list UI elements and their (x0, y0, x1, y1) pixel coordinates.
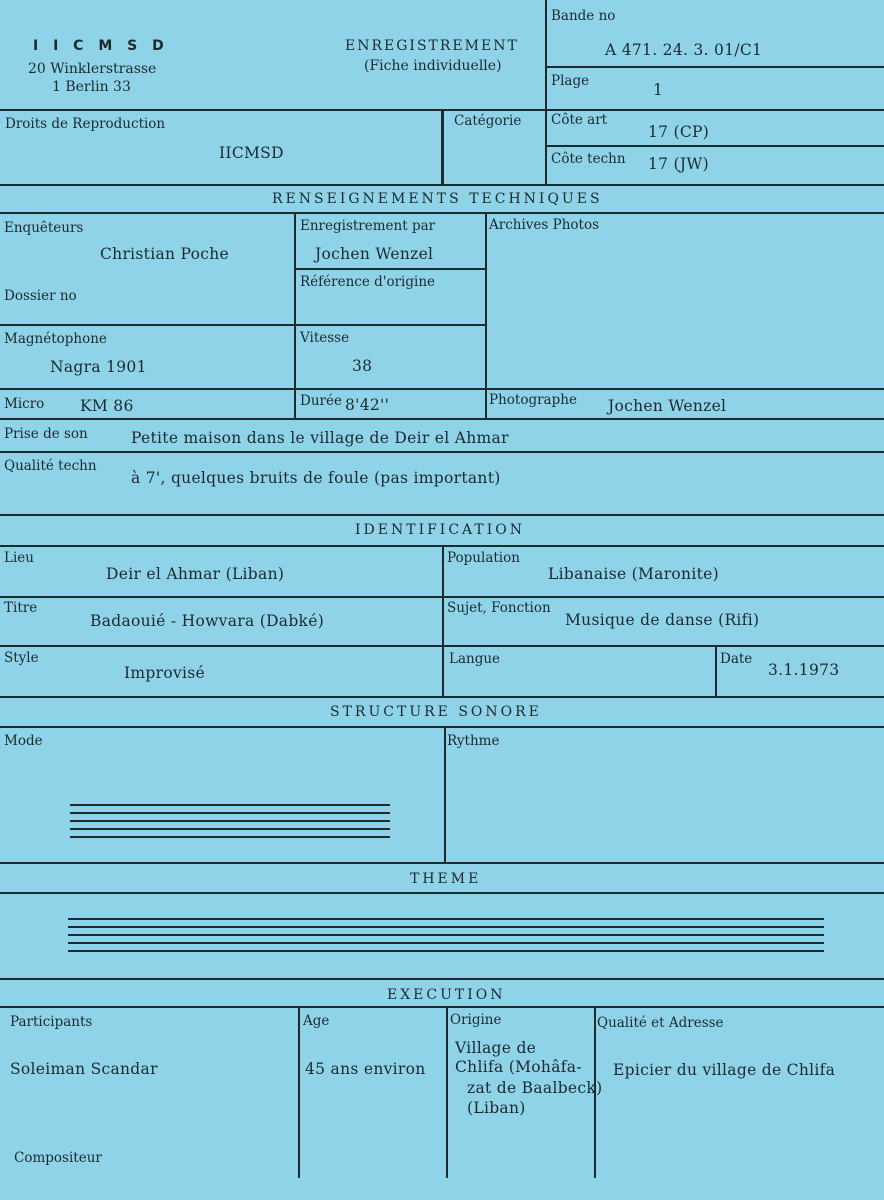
org-address-city: 1 Berlin 33 (52, 79, 131, 95)
origine-line-2: Chlifa (Mohâfa- (455, 1058, 582, 1076)
titre-label: Titre (4, 600, 38, 616)
cote-techn-value: 17 (JW) (648, 155, 709, 173)
duree-value: 8'42'' (345, 396, 390, 414)
archives-photos-label: Archives Photos (489, 217, 599, 233)
sujet-fonction-label: Sujet, Fonction (447, 600, 551, 616)
prise-de-son-value: Petite maison dans le village de Deir el Ahmar (131, 429, 509, 447)
enqueteurs-value: Christian Poche (100, 245, 229, 263)
compositeur-label: Compositeur (14, 1150, 102, 1166)
lieu-label: Lieu (4, 550, 34, 566)
plage-label: Plage (551, 73, 590, 89)
duree-label: Durée (300, 393, 342, 409)
section-execution: EXECUTION (387, 987, 506, 1003)
qualite-adresse-label: Qualité et Adresse (597, 1015, 724, 1031)
style-label: Style (4, 650, 39, 666)
micro-value: KM 86 (80, 397, 134, 415)
prise-de-son-label: Prise de son (4, 426, 88, 442)
origine-line-1: Village de (455, 1039, 537, 1057)
origine-line-4: (Liban) (467, 1099, 526, 1117)
vitesse-label: Vitesse (300, 330, 350, 346)
section-theme: THEME (410, 871, 482, 887)
reference-label: Référence d'origine (300, 274, 436, 290)
vitesse-value: 38 (352, 357, 373, 375)
titre-value: Badaouié - Howvara (Dabké) (90, 612, 325, 630)
origine-line-3: zat de Baalbeck) (467, 1079, 603, 1097)
section-structure-sonore: STRUCTURE SONORE (330, 704, 542, 720)
categorie-label: Catégorie (454, 113, 522, 129)
droits-label: Droits de Reproduction (5, 116, 166, 132)
participant-qualite: Epicier du village de Chlifa (613, 1061, 836, 1079)
cote-art-value: 17 (CP) (648, 123, 710, 141)
date-value: 3.1.1973 (768, 661, 840, 679)
population-label: Population (447, 550, 520, 566)
cote-art-label: Côte art (551, 112, 608, 128)
qualite-techn-value: à 7', quelques bruits de foule (pas important) (131, 469, 501, 487)
photographe-label: Photographe (489, 392, 577, 408)
droits-value: IICMSD (219, 144, 284, 162)
dossier-label: Dossier no (4, 288, 77, 304)
style-value: Improvisé (124, 664, 206, 682)
lieu-value: Deir el Ahmar (Liban) (106, 565, 285, 583)
population-value: Libanaise (Maronite) (548, 565, 719, 583)
participant-age: 45 ans environ (305, 1060, 426, 1078)
org-name: I I C M S D (33, 38, 169, 54)
origine-label: Origine (450, 1012, 502, 1028)
org-address-street: 20 Winklerstrasse (28, 61, 157, 77)
form-title: ENREGISTREMENT (345, 38, 519, 54)
section-identification: IDENTIFICATION (355, 522, 525, 538)
enregistrement-par-value: Jochen Wenzel (315, 245, 434, 263)
sujet-fonction-value: Musique de danse (Rifi) (565, 611, 760, 629)
form-subtitle: (Fiche individuelle) (364, 58, 502, 74)
magnetophone-label: Magnétophone (4, 331, 107, 347)
participants-label: Participants (10, 1014, 93, 1030)
rythme-label: Rythme (447, 733, 500, 749)
section-renseignements: RENSEIGNEMENTS TECHNIQUES (272, 191, 603, 207)
qualite-techn-label: Qualité techn (4, 458, 97, 474)
plage-value: 1 (653, 81, 664, 99)
magnetophone-value: Nagra 1901 (50, 358, 147, 376)
photographe-value: Jochen Wenzel (608, 397, 727, 415)
mode-label: Mode (4, 733, 43, 749)
micro-label: Micro (4, 396, 45, 412)
enregistrement-par-label: Enregistrement par (300, 218, 436, 234)
date-label: Date (720, 651, 753, 667)
cote-techn-label: Côte techn (551, 151, 626, 167)
bande-label: Bande no (551, 8, 616, 24)
participant-name: Soleiman Scandar (10, 1060, 158, 1078)
bande-value: A 471. 24. 3. 01/C1 (605, 41, 763, 59)
enqueteurs-label: Enquêteurs (4, 220, 84, 236)
age-label: Age (303, 1013, 330, 1029)
langue-label: Langue (449, 651, 501, 667)
